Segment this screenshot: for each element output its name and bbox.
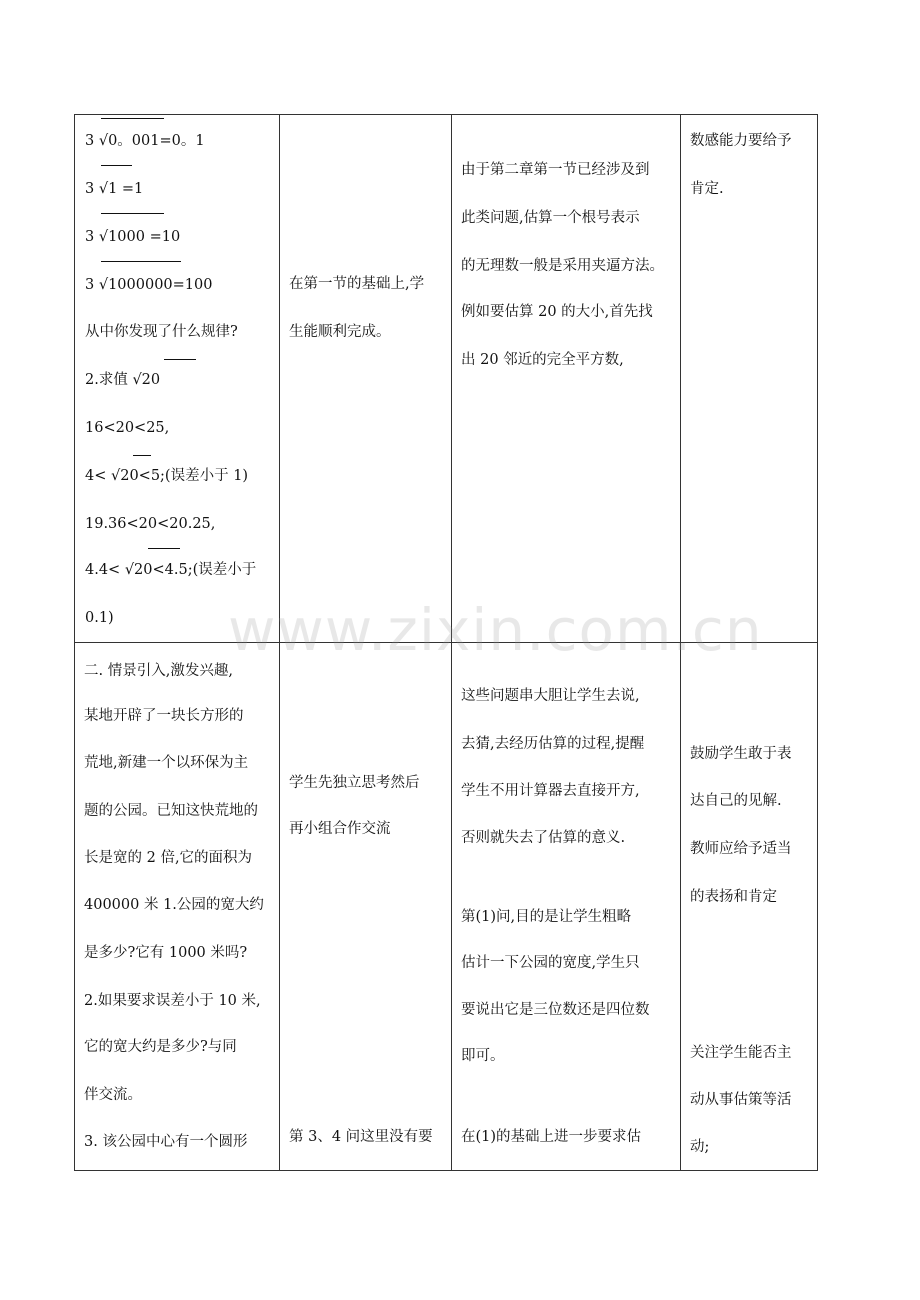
text-line: 长是宽的 2 倍,它的面积为 bbox=[84, 850, 253, 866]
watermark-text: www.zixin.com.cn bbox=[228, 596, 763, 664]
text-line: 是多少?它有 1000 米吗? bbox=[84, 945, 248, 961]
text-line: 第 3、4 问这里没有要 bbox=[289, 1129, 433, 1145]
text-line: 从中你发现了什么规律? bbox=[85, 324, 238, 340]
text-line: 第(1)问,目的是让学生粗略 bbox=[461, 909, 632, 925]
text-line: 2.如果要求误差小于 10 米, bbox=[84, 993, 261, 1009]
text-line: 19.36<20<20.25, bbox=[85, 516, 216, 532]
table-cell-content bbox=[452, 115, 681, 643]
text-line: 荒地,新建一个以环保为主 bbox=[84, 755, 249, 771]
text-line: 要说出它是三位数还是四位数 bbox=[461, 1002, 650, 1018]
text-line: 3. 该公园中心有一个圆形 bbox=[84, 1134, 248, 1150]
text-line: 关注学生能否主 bbox=[690, 1045, 792, 1061]
text-line: 在(1)的基础上进一步要求估 bbox=[461, 1129, 642, 1145]
text-line: 16<20<25, bbox=[85, 420, 170, 436]
text-line: 在第一节的基础上,学 bbox=[289, 276, 425, 292]
text-line: 的无理数一般是采用夹逼方法。 bbox=[461, 258, 664, 274]
text-line: 某地开辟了一块长方形的 bbox=[84, 708, 244, 724]
text-line: 的表扬和肯定 bbox=[690, 889, 777, 905]
radical-overline bbox=[148, 548, 180, 549]
text-line: 3 √1000 =10 bbox=[85, 229, 181, 245]
text-line: 动从事估策等活 bbox=[690, 1092, 792, 1108]
radical-overline bbox=[101, 261, 181, 262]
text-line: 3 √1000000=100 bbox=[85, 277, 213, 293]
table-cell-content bbox=[681, 643, 818, 1171]
table-cell-content bbox=[75, 643, 280, 1171]
text-line: 二. 情景引入,激发兴趣, bbox=[84, 663, 233, 679]
text-line: 动; bbox=[690, 1139, 710, 1155]
table-cell-content bbox=[280, 643, 452, 1171]
radical-overline bbox=[101, 213, 164, 214]
text-line: 4< √20<5;(误差小于 1) bbox=[85, 468, 249, 484]
table-cell-content bbox=[75, 115, 280, 643]
text-line: 由于第二章第一节已经涉及到 bbox=[461, 162, 650, 178]
table-cell-content bbox=[280, 115, 452, 643]
table-row bbox=[75, 643, 818, 1171]
text-line: 鼓励学生敢于表 bbox=[690, 746, 792, 762]
text-line: 去猜,去经历估算的过程,提醒 bbox=[461, 736, 645, 752]
lesson-plan-table bbox=[74, 114, 818, 1171]
text-line: 学生不用计算器去直接开方, bbox=[461, 783, 640, 799]
text-line: 估计一下公园的宽度,学生只 bbox=[461, 955, 640, 971]
text-line: 出 20 邻近的完全平方数, bbox=[461, 352, 624, 368]
text-line: 2.求值 √20 bbox=[85, 372, 161, 388]
text-line: 3 √1 =1 bbox=[85, 181, 144, 197]
text-line: 它的宽大约是多少?与同 bbox=[84, 1039, 237, 1055]
text-line: 生能顺利完成。 bbox=[289, 324, 391, 340]
table-cell-content bbox=[681, 115, 818, 643]
text-line: 否则就失去了估算的意义. bbox=[461, 830, 626, 846]
table-cell-content bbox=[452, 643, 681, 1171]
text-line: 肯定. bbox=[690, 181, 724, 197]
text-line: 400000 米 1.公园的宽大约 bbox=[84, 897, 264, 913]
text-line: 即可。 bbox=[461, 1048, 505, 1064]
text-line: 再小组合作交流 bbox=[289, 821, 391, 837]
text-line: 达自己的见解. bbox=[690, 793, 782, 809]
text-line: 题的公园。已知这快荒地的 bbox=[84, 803, 258, 819]
radical-overline bbox=[101, 165, 132, 166]
text-line: 4.4< √20<4.5;(误差小于 bbox=[85, 562, 257, 578]
radical-overline bbox=[101, 118, 164, 119]
text-line: 数感能力要给予 bbox=[690, 133, 792, 149]
text-line: 例如要估算 20 的大小,首先找 bbox=[461, 304, 653, 320]
text-line: 这些问题串大胆让学生去说, bbox=[461, 688, 640, 704]
text-line: 伴交流。 bbox=[84, 1087, 142, 1103]
text-line: 3 √0。001=0。1 bbox=[85, 133, 205, 149]
table-row bbox=[75, 115, 818, 643]
radical-overline bbox=[164, 359, 196, 360]
text-line: 学生先独立思考然后 bbox=[289, 775, 420, 791]
text-line: 教师应给予适当 bbox=[690, 841, 792, 857]
radical-overline bbox=[133, 455, 151, 456]
text-line: 此类问题,估算一个根号表示 bbox=[461, 210, 640, 226]
text-line: 0.1) bbox=[85, 610, 114, 626]
